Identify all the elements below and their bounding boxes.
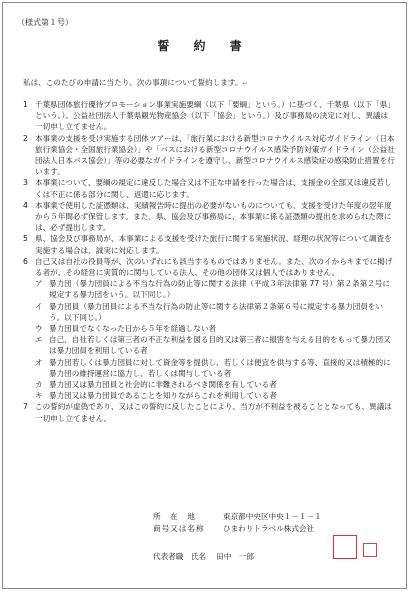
document-page <box>2 2 407 589</box>
address-label: 所 在 地 <box>153 512 196 521</box>
pledge-sub-o: オ 暴力団若しくは暴力団員に対して資金等を提供し、若しくは便宜を供与する等、直接的又は積極的に暴力団の維持運営に協力し、若しくは関与している者 <box>35 357 391 378</box>
pledge-item-6: 6 自己又は自社の役員等が、次のいずれにも該当するものではありません。また、次のイからキまでに掲げる者が、その経営に実質的に関与している法人、その他の団体又は個人ではありません。 <box>23 256 393 278</box>
form-number: （様式第１号） <box>17 18 73 27</box>
company-value: ひまわりトラベル株式会社 <box>223 524 315 533</box>
pledge-item-3: 3 本事業について、要綱の規定に違反した場合又は不正な申請を行った場合は、支援金の全部又は違反若しくは不正に係る部分に関し、返還に応じます。 <box>23 178 392 199</box>
intro-text: 私は、このたびの申請に当たり、次の事項について誓約します。↵ <box>23 78 248 87</box>
company-label: 商号又は名称 <box>153 524 205 533</box>
paragraph-mark-icon: ↵ <box>242 80 248 87</box>
representative-row <box>153 551 254 562</box>
pledge-item-2: 2 本事業の支援を受け実施する団体ツアーは、「旅行業における新型コロナウイルス対応ガイドライン（日本旅行業協会・全国旅行業協会）」や「バスにおける新型コロナウイルス感染予防対策ガイドライン（公益社団法人日本バス協会）」等の必要なガイドラインを遵守し、新型コロナウイルス感染症の感染防止措置を行います。 <box>23 133 395 177</box>
document-title: 誓 約 書 <box>157 39 252 53</box>
address-row <box>153 511 353 523</box>
pledge-item-7: 7 この誓約が虚偽であり、又はこの誓約に反したことにより、当方が不利益を被ることとなっても、異議は一切申し立てません。 <box>23 402 392 423</box>
address-value: 東京都中央区中央１－１－１ <box>223 512 322 521</box>
company-row <box>153 523 353 535</box>
signature-block <box>153 511 353 535</box>
representative-name: 田中 一郎 <box>216 552 255 561</box>
pledge-sub-ka: カ 暴力団又は暴力団員と社会的に非難されるべき関係を有している者 <box>35 380 277 390</box>
pledge-item-5: 5 県、協会及び事務局が、本事業による支援を受けた旅行に関する実施状況、経理の状況等について調査を実施する場合は、誠実に対応します。 <box>23 234 392 255</box>
pledge-sub-ki: キ 暴力団又は暴力団員であることを知りながらこれを利用している者 <box>35 391 277 401</box>
pledge-item-1: 1 千葉県団体旅行優待プロモーション事業実施要綱（以下「要綱」という。）に基づく、千葉県（以下「県」という。）、公益社団法人千葉県観光物産協会（以下「協会」という。）及び事務局の決定に対し、異議は一切申し立てません。 <box>23 100 395 132</box>
representative-label: 代表者職 氏名 <box>153 552 207 561</box>
company-seal-icon <box>333 535 357 559</box>
pledge-item-4: 4 本事業で使用した証憑類は、実績報告時に提出の必要がないものについても、支援を受けた年度の翌年度から５年間必ず保管します。また、県、協会及び事務局に、本事業に係る証憑類の提出を求められた際には、必ず提出します。 <box>23 200 392 233</box>
pledge-sub-i: イ 暴力団員（暴力団員による不当な行為の防止等に関する法律第２条第６号に規定する暴力団員をいう。以下同じ。） <box>35 301 384 322</box>
pledge-sub-u: ウ 暴力団員でなくなった日から５年を経過しない者 <box>35 324 217 334</box>
pledge-list <box>23 99 395 424</box>
personal-seal-icon <box>363 543 377 557</box>
pledge-sub-e: エ 自己、自社若しくは第三者の不正な利益を図る目的又は第三者に損害を与える目的をもって暴力団又は暴力団員を利用している者 <box>35 335 391 356</box>
pledge-sub-a: ア 暴力団（暴力団員による不当な行為の防止等に関する法律（平成３年法律第 77 号）第２条第２号に規定する暴力団をいう。以下同じ。） <box>35 279 391 300</box>
